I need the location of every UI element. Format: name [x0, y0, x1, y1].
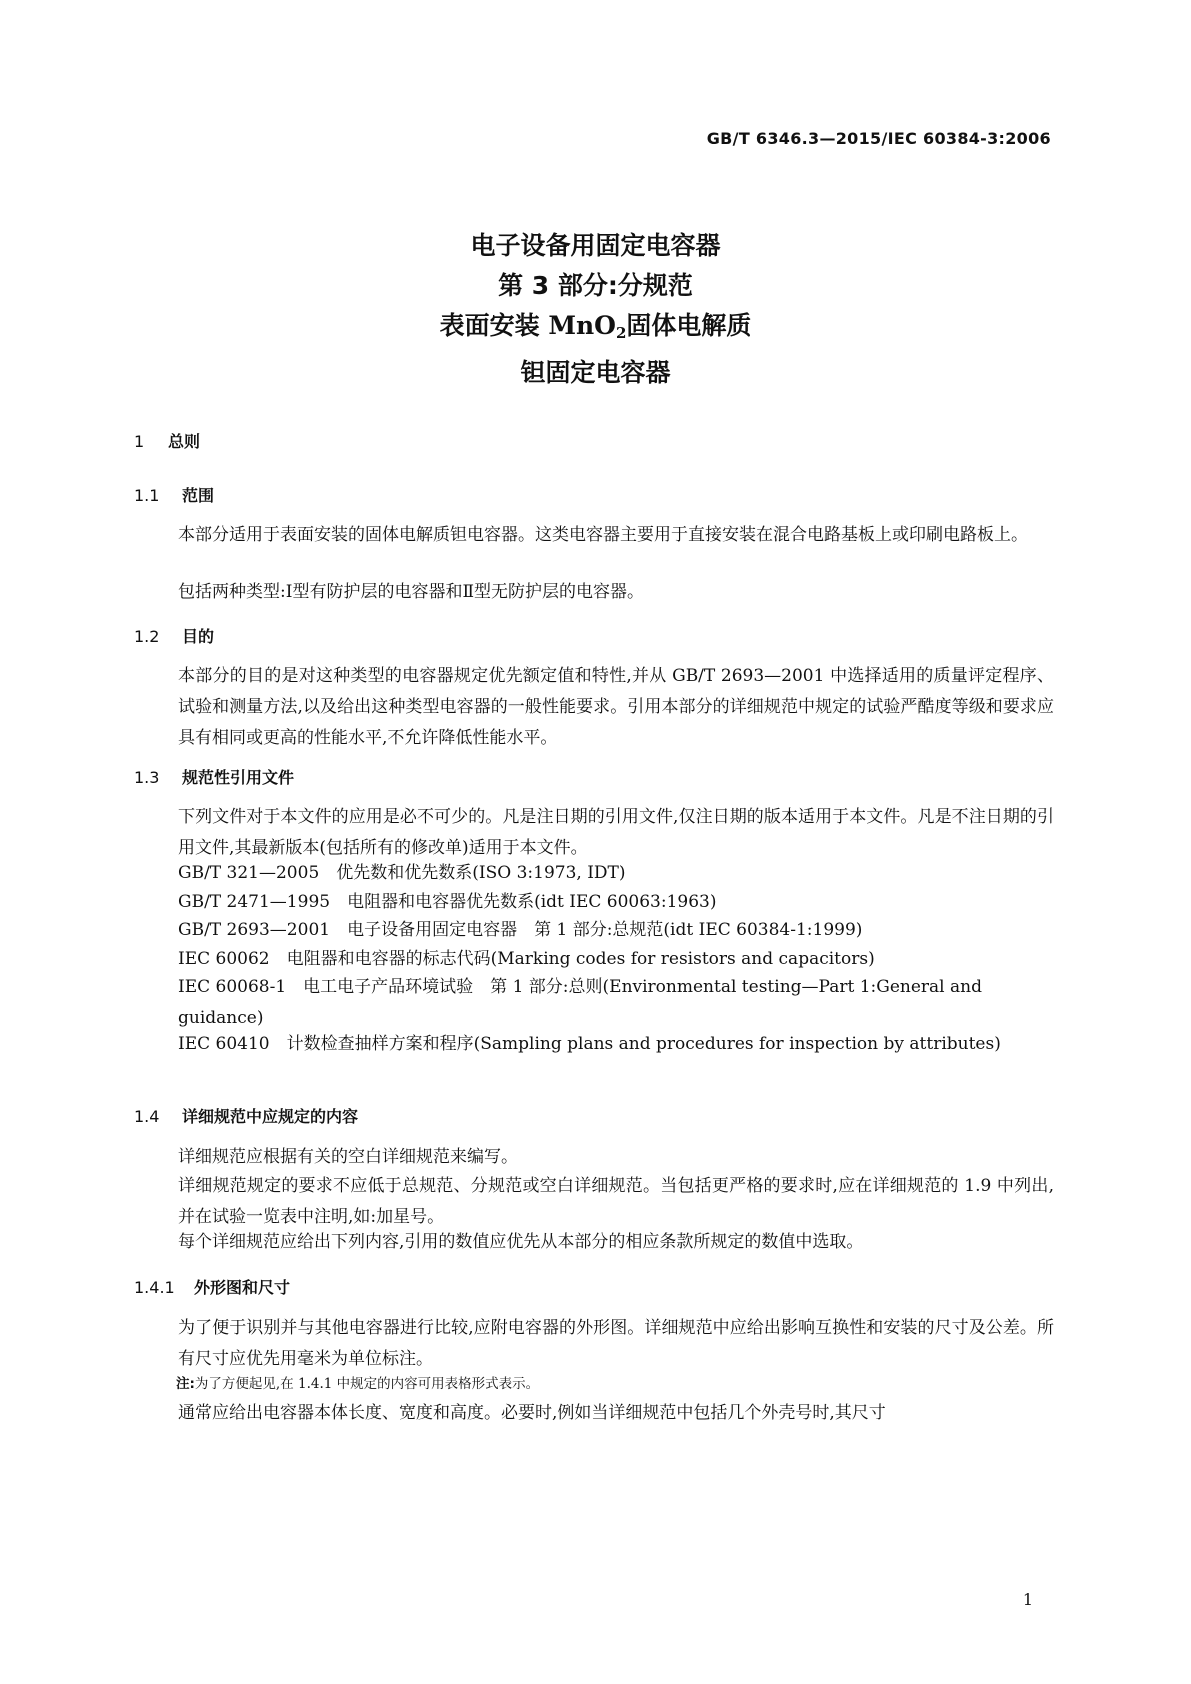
- detail-spec-paragraph-3: [134, 1227, 1054, 1258]
- reference-text: GB/T 2693—2001 电子设备用固定电容器 第 1 部分:总规范(idt IEC 60384-1:1999): [178, 920, 863, 940]
- title-formula-subscript: 2: [615, 324, 627, 342]
- section-number: 1.4: [134, 1107, 160, 1126]
- section-number: 1.4.1: [134, 1278, 175, 1297]
- section-heading-1-2: [134, 624, 214, 647]
- normative-references-text: 下列文件对于本文件的应用是必不可少的。凡是注日期的引用文件,仅注日期的版本适用于本文件。凡是不注日期的引用文件,其最新版本(包括所有的修改单)适用于本文件。: [178, 807, 1054, 858]
- section-heading-1-4: [134, 1104, 358, 1127]
- section-number: 1: [134, 432, 145, 451]
- standard-number: GB/T 6346.3—2015/IEC 60384-3:2006: [706, 129, 1051, 148]
- purpose-paragraph: [134, 661, 1054, 754]
- section-title: 规范性引用文件: [182, 768, 295, 787]
- document-title: [0, 226, 1191, 393]
- scope-paragraph-2: [134, 577, 1054, 608]
- reference-text: IEC 60410 计数检查抽样方案和程序(Sampling plans and procedures for inspection by attributes): [178, 1034, 1001, 1054]
- section-heading-1-1: [134, 483, 214, 506]
- purpose-text: 本部分的目的是对这种类型的电容器规定优先额定值和特性,并从 GB/T 2693—2001 中选择适用的质量评定程序、试验和测量方法,以及给出这种类型电容器的一般性能要求。引用本部分的详细规范中规定的试验严酷度等级和要求应具有相同或更高的性能水平,不允许降低性能水平。: [178, 666, 1054, 748]
- title-line-2: 第 3 部分:分规范: [498, 271, 693, 300]
- reference-item: [134, 944, 1054, 975]
- outline-paragraph-1: [134, 1313, 1054, 1375]
- outline-text-1: 为了便于识别并与其他电容器进行比较,应附电容器的外形图。详细规范中应给出影响互换性和安装的尺寸及公差。所有尺寸应优先用毫米为单位标注。: [178, 1318, 1054, 1369]
- section-heading-1-3: [134, 765, 294, 788]
- section-title: 总则: [168, 432, 201, 451]
- section-number: 1.2: [134, 627, 160, 646]
- reference-text: IEC 60068-1 电工电子产品环境试验 第 1 部分:总则(Environmental testing—Part 1:General and guidance): [178, 977, 982, 1028]
- page-number: 1: [1022, 1590, 1033, 1609]
- reference-text: GB/T 321—2005 优先数和优先数系(ISO 3:1973, IDT): [178, 863, 626, 883]
- note: [176, 1374, 539, 1394]
- detail-spec-paragraph-1: [134, 1142, 1054, 1173]
- scope-text-2: 包括两种类型:Ⅰ型有防护层的电容器和Ⅱ型无防护层的电容器。: [178, 582, 644, 602]
- section-title: 目的: [182, 627, 215, 646]
- reference-item: [134, 1029, 1054, 1060]
- detail-spec-paragraph-2: [134, 1171, 1054, 1233]
- title-line-3: [0, 306, 1191, 353]
- reference-item: [134, 858, 1054, 889]
- scope-paragraph-1: [134, 520, 1054, 551]
- title-line-3-prefix: 表面安装: [439, 311, 549, 340]
- section-title: 详细规范中应规定的内容: [182, 1107, 359, 1126]
- detail-spec-text-1: 详细规范应根据有关的空白详细规范来编写。: [178, 1147, 518, 1167]
- title-line-4: 钽固定电容器: [520, 358, 671, 387]
- title-line-1: 电子设备用固定电容器: [470, 231, 721, 260]
- section-title: 外形图和尺寸: [194, 1278, 291, 1297]
- title-formula: MnO: [548, 311, 616, 340]
- note-text: 为了方便起见,在 1.4.1 中规定的内容可用表格形式表示。: [194, 1376, 540, 1392]
- detail-spec-text-2: 详细规范规定的要求不应低于总规范、分规范或空白详细规范。当包括更严格的要求时,应在详细规范的 1.9 中列出,并在试验一览表中注明,如:加星号。: [178, 1176, 1054, 1227]
- detail-spec-text-3: 每个详细规范应给出下列内容,引用的数值应优先从本部分的相应条款所规定的数值中选取。: [178, 1232, 864, 1252]
- normative-references-intro: [134, 802, 1054, 864]
- reference-text: GB/T 2471—1995 电阻器和电容器优先数系(idt IEC 60063:1963): [178, 892, 717, 912]
- outline-text-2: 通常应给出电容器本体长度、宽度和高度。必要时,例如当详细规范中包括几个外壳号时,其尺寸: [178, 1403, 886, 1423]
- title-line-3-suffix: 固体电解质: [626, 311, 752, 340]
- reference-item: [134, 915, 1054, 946]
- reference-item: [134, 972, 1054, 1034]
- section-number: 1.1: [134, 486, 160, 505]
- section-number: 1.3: [134, 768, 160, 787]
- scope-text-1: 本部分适用于表面安装的固体电解质钽电容器。这类电容器主要用于直接安装在混合电路基板上或印刷电路板上。: [178, 525, 1028, 545]
- section-heading-1-4-1: [134, 1275, 290, 1298]
- note-label: 注:: [176, 1376, 195, 1392]
- section-title: 范围: [182, 486, 215, 505]
- reference-item: [134, 887, 1054, 918]
- outline-paragraph-2: [134, 1398, 1054, 1429]
- section-heading-1: [134, 429, 200, 452]
- reference-text: IEC 60062 电阻器和电容器的标志代码(Marking codes for resistors and capacitors): [178, 949, 875, 969]
